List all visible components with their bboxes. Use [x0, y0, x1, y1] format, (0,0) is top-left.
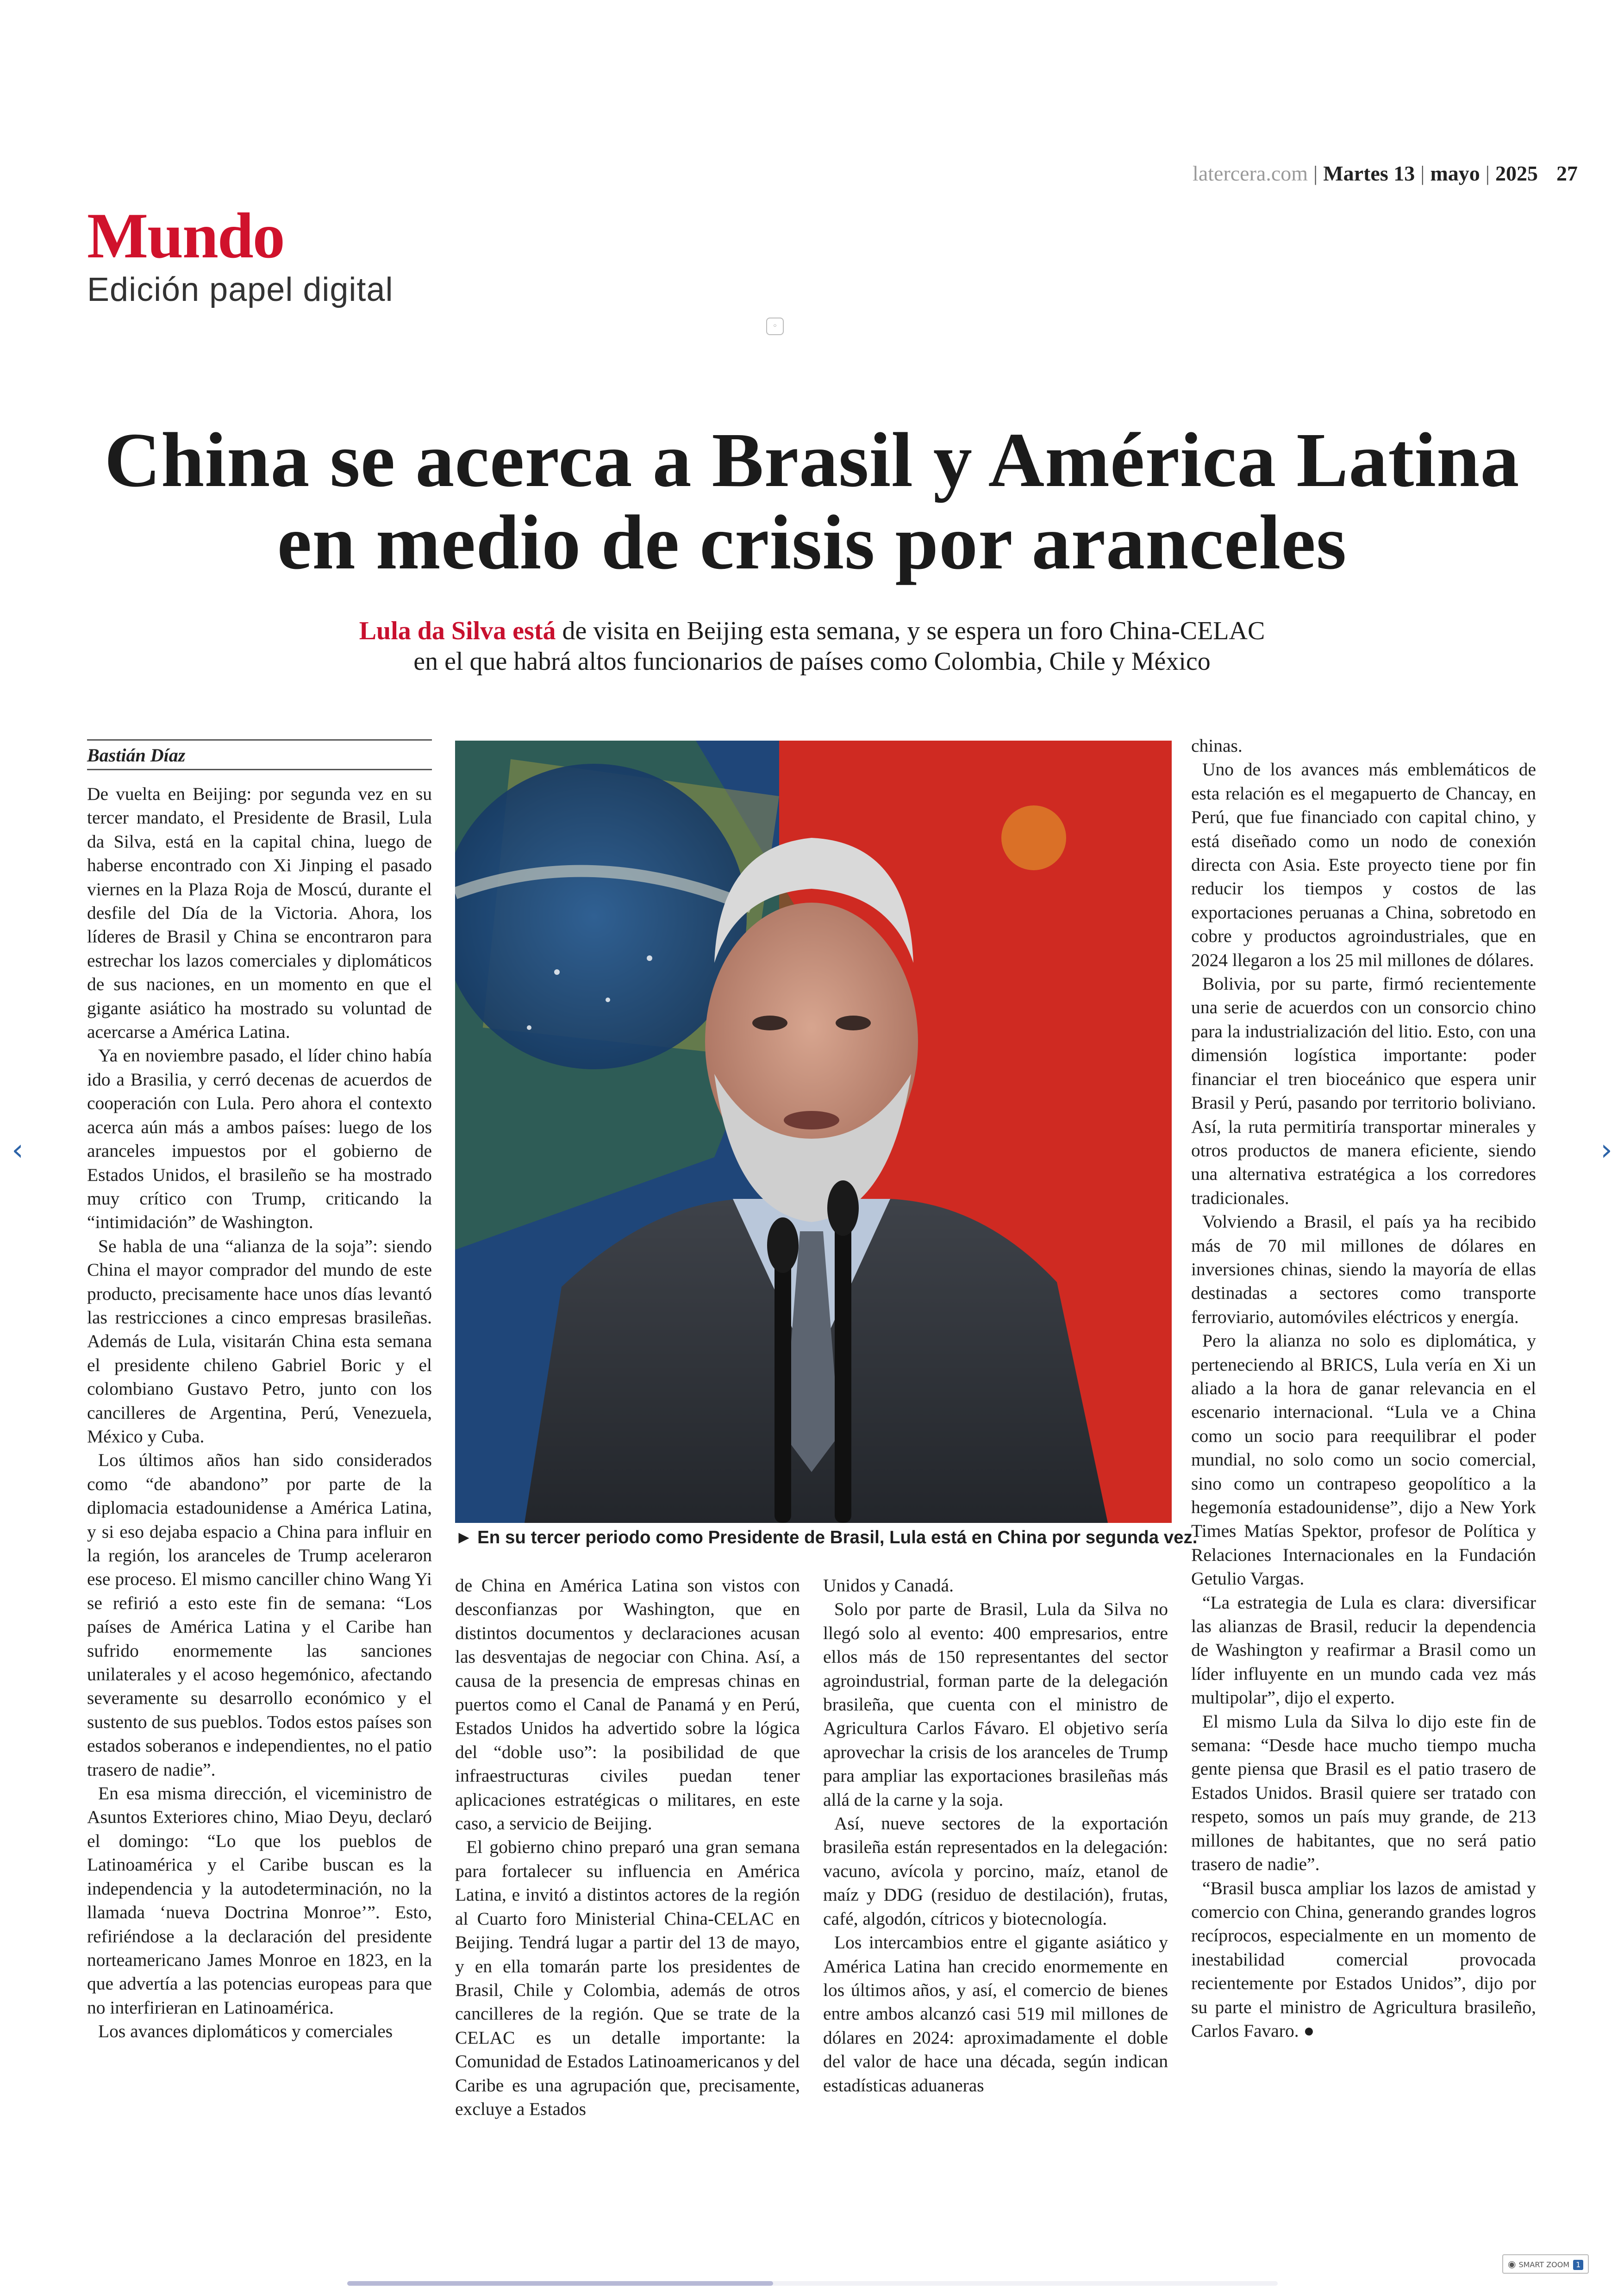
- paragraph: Los intercambios entre el gigante asiático y América Latina han crecido enormemente en los últimos años, y así, el comercio de bienes entre ambos alcanzó casi 519 mil millones de dólares en 2024: aproximadamente el doble del valor de hace una década, según indican estadísticas aduaneras: [823, 1932, 1168, 2095]
- eye-icon: ◉: [1508, 2258, 1516, 2270]
- deck-line-2: en el que habrá altos funcionarios de países como Colombia, Chile y México: [413, 647, 1211, 676]
- paragraph: Volviendo a Brasil, el país ya ha recibido más de 70 mil millones de dólares en inversiones chinas, siendo la mayoría de ellas destinadas a sectores como transporte ferroviario, automóviles eléctricos y energía.: [1191, 1211, 1536, 1327]
- smart-zoom-badge: 1: [1573, 2260, 1583, 2270]
- caption-triangle-icon: ►: [455, 1528, 473, 1547]
- paragraph: Así, nueve sectores de la exportación brasileña están representados en la delegación: vacuno, avícola y porcino, maíz, etanol de maíz y DDG (residuo de destilación), frutas, café, algodón, cítricos y biotecnología.: [823, 1813, 1168, 1929]
- deck-lead: Lula da Silva está: [359, 617, 556, 645]
- deck-rest: de visita en Beijing esta semana, y se espera un foro China-CELAC: [556, 617, 1265, 645]
- section-title: Mundo: [87, 200, 284, 272]
- photo-illustration: [455, 741, 1172, 1523]
- headline: [46, 419, 1578, 584]
- paragraph: Bolivia, por su parte, firmó recientemente una serie de acuerdos con un consorcio chino para la industrialización del litio. Esto, con una dimensión logística importante: poder financiar el tren bioceánico que espera unir Brasil y Perú, pasando por territorio boliviano. Así, la ruta permitiría transportar minerales y otros productos de manera eficiente, siendo una alternativa estratégica a los corredores tradicionales.: [1191, 973, 1536, 1208]
- article-photo: [455, 741, 1172, 1523]
- smart-zoom-label: SMART ZOOM: [1518, 2260, 1570, 2269]
- article-column-1: [87, 782, 432, 2115]
- paragraph: En esa misma dirección, el viceministro de Asuntos Exteriores chino, Miao Deyu, declaró el domingo: “Lo que los pueblos de Latinoamérica y el Caribe buscan es la independencia y la autodeterminación, no la llamada ‘nueva Doctrina Monroe’”. Esto, refiriéndose a la declaración del presidente norteamericano James Monroe en 1823, en la que advertía a las potencias europeas para que no interfirieran en Latinoamérica.: [87, 1783, 432, 2018]
- paragraph: “Brasil busca ampliar los lazos de amistad y comercio con China, generando grandes logros recíprocos, especialmente en un momento de inestabilidad comercial provocada recientemente por Estados Unidos”, dijo por su parte el ministro de Agricultura brasileño, Carlos Favaro. ●: [1191, 1877, 1536, 2041]
- paragraph: Los avances diplomáticos y comerciales: [98, 2021, 393, 2042]
- article-column-2: [455, 1574, 800, 2129]
- paragraph: El mismo Lula da Silva lo dijo este fin de semana: “Desde hace mucho tiempo mucha gente piensa que Brasil es el patio trasero de Estados Unidos. Brasil quiere ser tratado con respeto, somos un país muy grande, de 213 millones de habitantes, que no será patio trasero de nadie”.: [1191, 1711, 1536, 1875]
- prev-page-chevron-icon[interactable]: ‹: [12, 1133, 24, 1167]
- photo-caption: [455, 1528, 1198, 1548]
- caption-text: En su tercer periodo como Presidente de Brasil, Lula está en China por segunda vez.: [477, 1528, 1198, 1547]
- header-meta: latercera.com | Martes 13 | mayo | 2025 27: [1193, 162, 1578, 185]
- next-page-chevron-icon[interactable]: ›: [1600, 1133, 1612, 1167]
- paragraph: Unidos y Canadá.: [823, 1575, 954, 1596]
- section-subtitle: Edición papel digital: [87, 271, 394, 308]
- header-year: 2025: [1495, 162, 1538, 185]
- article-column-4: [1191, 734, 1536, 2137]
- header-month: mayo: [1430, 162, 1480, 185]
- byline: Bastián Díaz: [87, 739, 432, 770]
- page-marker-icon: ◦: [766, 318, 784, 335]
- paragraph: Se habla de una “alianza de la soja”: siendo China el mayor comprador del mundo de este producto, precisamente hace unos días levantó las restricciones a cinco empresas brasileñas. Además de Lula, visitarán China esta semana el presidente chileno Gabriel Boric y el colombiano Gustavo Petro, junto con los cancilleres de Argentina, Perú, Venezuela, México y Cuba.: [87, 1235, 432, 1447]
- headline-line-1: China se acerca a Brasil y América Latina: [104, 417, 1520, 503]
- article-column-3: [823, 1574, 1168, 2129]
- headline-line-2: en medio de crisis por aranceles: [277, 499, 1347, 586]
- scroll-thumb[interactable]: [347, 2281, 773, 2286]
- paragraph: chinas.: [1191, 736, 1243, 756]
- smart-zoom-button[interactable]: [1502, 2254, 1589, 2274]
- site-name[interactable]: latercera.com: [1193, 162, 1308, 185]
- paragraph: “La estrategia de Lula es clara: diversificar las alianzas de Brasil, reducir la dependencia de Washington y reafirmar a Brasil como un líder influyente en un mundo cada vez más multipolar”, dijo el experto.: [1191, 1592, 1536, 1708]
- paragraph: Los últimos años han sido considerados como “de abandono” por parte de la diplomacia estadounidense a América Latina, y si eso dejaba espacio a China para influir en la región, los aranceles de Trump aceleraron ese proceso. El mismo canciller chino Wang Yi se refirió a esto este fin de semana: “Los países de América Latina y el Caribe han sufrido enormemente las sanciones unilaterales y el acoso hegemónico, afectando severamente su desarrollo económico y el sustento de sus pueblos. Todos estos países son estados soberanos e independientes, no el patio trasero de nadie”.: [87, 1450, 432, 1780]
- page-number: 27: [1556, 162, 1578, 185]
- paragraph: Solo por parte de Brasil, Lula da Silva no llegó solo al evento: 400 empresarios, entre ellos más de 150 representantes del sector agroindustrial, forman parte de la delegación brasileña, que cuenta con el ministro de Agricultura Carlos Fávaro. El objetivo sería aprovechar la crisis de los aranceles de Trump para ampliar las exportaciones brasileñas más allá de la carne y la soja.: [823, 1599, 1168, 1810]
- paragraph: De vuelta en Beijing: por segunda vez en su tercer mandato, el Presidente de Brasil, Lula da Silva, está en la capital china, luego de haberse encontrado con Xi Jinping el pasado viernes en la Plaza Roja de Moscú, durante el desfile del Día de la Victoria. Ahora, los líderes de Brasil y China se encontraron para estrechar los lazos comerciales y diplomáticos de sus naciones, en un momento en que el gigante asiático ha mostrado su voluntad de acercarse a América Latina.: [87, 784, 432, 1042]
- paragraph: El gobierno chino preparó una gran semana para fortalecer su influencia en América Latina, e invitó a distintos actores de la región al Cuarto foro Ministerial China-CELAC en Beijing. Tendrá lugar a partir del 13 de mayo, y en ella tomarán parte los presidentes de Brasil, Chile y Colombia, además de otros cancilleres de la región. Que se trate de la CELAC es un detalle importante: la Comunidad de Estados Latinoamericanos y del Caribe es una agrupación que, precisamente, excluye a Estados: [455, 1837, 800, 2119]
- header-day: Martes 13: [1323, 162, 1415, 185]
- paragraph: Uno de los avances más emblemáticos de esta relación es el megapuerto de Chancay, en Perú, que fue financiado con capital chino, y está diseñado como un nodo de conexión directa con Asia. Este proyecto tiene por fin reducir los tiempos y costos de las exportaciones peruanas a China, sobretodo en cobre y productos agroindustriales, que en 2024 llegaron a los 25 mil millones de dólares.: [1191, 759, 1536, 970]
- deck: [93, 616, 1531, 677]
- paragraph: Ya en noviembre pasado, el líder chino había ido a Brasilia, y cerró decenas de acuerdos de cooperación con Lula. Pero ahora el contexto acerca aún más a ambos países: luego de los aranceles impuestos por el gobierno de Estados Unidos, el brasileño se ha mostrado muy crítico con Trump, criticando la “intimidación” de Washington.: [87, 1045, 432, 1233]
- paragraph: de China en América Latina son vistos con desconfianzas por Washington, que en distintos documentos y declaraciones acusan las desventajas de negociar con China. Así, a causa de la presencia de empresas chinas en puertos como el Canal de Panamá y en Perú, Estados Unidos ha advertido sobre la lógica del “doble uso”: la posibilidad de que infraestructuras civiles puedan tener aplicaciones estratégicas o militares, en este caso, a servicio de Beijing.: [455, 1575, 800, 1834]
- paragraph: Pero la alianza no solo es diplomática, y perteneciendo al BRICS, Lula vería en Xi un aliado a la hora de ganar relevancia en el escenario internacional. “Lula ve a China como un socio para reequilibrar el poder mundial, no solo como un socio comercial, sino como un contrapeso geopolítico a la hegemonía estadounidense”, dijo a New York Times Matías Spektor, profesor de Política y Relaciones Internacionales en la Fundación Getulio Vargas.: [1191, 1330, 1536, 1589]
